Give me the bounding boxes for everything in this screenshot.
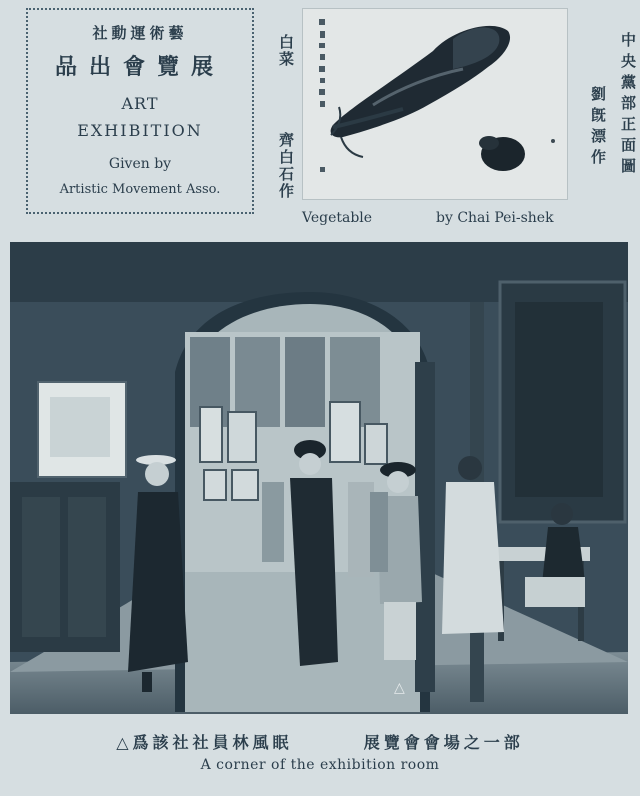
vegetable-painting <box>302 8 568 200</box>
exhibition-title-box <box>26 8 254 214</box>
painting-title-chinese: 白菜 <box>277 34 295 68</box>
side-note-title: 中央黨部正面圖 <box>619 32 637 179</box>
side-note-artist: 劉旣漂作 <box>589 86 607 170</box>
photo-caption-english: A corner of the exhibition room <box>200 757 440 773</box>
cabbage-painting-image <box>303 9 567 199</box>
exhibition-title-chinese: 品出會覽展 <box>54 54 225 80</box>
painting-caption-en-title: Vegetable <box>302 210 373 226</box>
painting-artist-chinese: 齊白石作 <box>277 132 295 200</box>
photo-caption-cn-left: △爲該社社員林風眠 <box>116 733 293 752</box>
given-by-text: Given by <box>108 156 172 172</box>
exhibition-room-photo <box>10 242 628 714</box>
photo-caption-chinese <box>0 730 640 753</box>
exhibition-title-en-exhibition: EXHIBITION <box>77 121 203 140</box>
photo-caption-cn-right: 展覽會會場之一部 <box>363 733 524 752</box>
exhibition-room-image <box>10 242 628 714</box>
painting-caption-en-artist: by Chai Pei-shek <box>436 210 554 226</box>
exhibition-title-en-art: ART <box>121 94 159 113</box>
organizer-chinese: 社動運術藝 <box>92 24 188 42</box>
organizer-english: Artistic Movement Asso. <box>59 182 221 197</box>
marker-triangle: △ <box>394 680 405 696</box>
